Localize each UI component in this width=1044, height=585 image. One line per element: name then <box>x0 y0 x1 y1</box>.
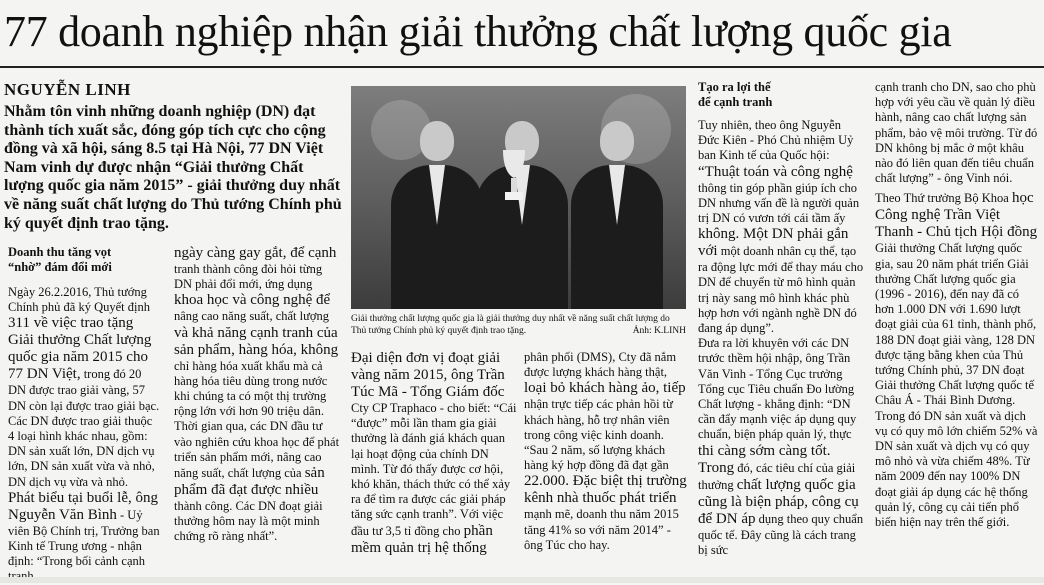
text-run: Theo Thứ trưởng Bộ Khoa <box>875 191 1009 206</box>
text-run: Tuy nhiên, theo ông Nguyễn Đức Kiên - Phó Chủ nhiệm Uỷ ban Kinh tế của Quốc hội: <box>698 118 854 163</box>
paragraph <box>524 350 690 553</box>
caption-text: Giải thưởng chất lượng quốc gia là giải thưởng duy nhất về năng suất chất lượng do Thủ tướng Chính phủ ký quyết định trao tặng. <box>351 314 670 336</box>
top-rule <box>0 66 1044 68</box>
text-run: sản phẩm đã đạt được nhiều <box>174 465 325 499</box>
text-run: Cty CP Traphaco - cho biết: “Cái “được” mỗi lần tham gia giải thưởng là đánh giá khách quan lại hoạt động của chính DN mình. Từ đó thấy được cơ hội, khó khăn, thách thức có thể xảy ra để tìm ra được các giải pháp tăng sức cạnh tranh”. Với việc đầu tư 3,5 tỉ đồng cho <box>351 401 517 538</box>
text-run: nâng cao năng suất, chất lượng <box>174 309 330 324</box>
text-run: không. Một DN phải gắn với <box>698 226 849 260</box>
text-run: đó, các tiêu chí của giải thưởng <box>698 460 856 492</box>
subheading: Tạo ra lợi thế <box>698 80 771 94</box>
paragraph <box>174 245 340 419</box>
text-run: Thời gian qua, các DN đầu tư vào nghiên cứu khoa học để phát triển sản phẩm mới, nâng cao năng suất, chất lượng của <box>174 419 340 481</box>
text-run: trong đó 20 DN được trao giải vàng, 57 DN còn lại được trao giải bạc. Các DN được trao giải thuộc 4 loại hình khác nhau, gồm: DN sản xuất lớn, DN dịch vụ lớn, DN sản xuất vừa và nhỏ, DN dịch vụ vừa và nhỏ. <box>8 367 160 489</box>
text-run: một doanh nhân cụ thể, tạo ra động lực mới để thay máu cho DN để chuyển từ mô hình quản trị này sang mô hình khác phù hợp hơn với ngành nghề DN đó đang áp dụng”. <box>698 244 864 336</box>
text-run: thi càng sớm càng tốt. Trong <box>698 442 831 476</box>
column-5 <box>698 80 864 558</box>
paragraph <box>174 419 340 544</box>
text-run: “Thuật toán và công nghệ <box>698 163 853 180</box>
subheading: “nhờ” đám đổi mới <box>8 260 112 274</box>
text-run: thông tin góp phần giúp ích cho DN nhưng vấn đề là người quản trị DN có vươn tới cái tầm ấy <box>698 180 860 226</box>
trophy-icon <box>497 148 531 206</box>
subheading: để cạnh tranh <box>698 95 773 109</box>
text-run: Giải thưởng Chất lượng quốc gia, sau 20 năm phát triển Giải thưởng Chất lượng quốc gia (1996 - 2016), đến nay đã có hơn 1.000 DN với 1.690 lượt đoạt giải của 61 tỉnh, thành phố, 188 DN đoạt giải vàng, 128 DN được tặng bằng khen của Thủ tướng Chính phủ, 37 DN đoạt Giải thưởng Chất lượng quốc tế Châu Á - Thái Bình Dương. Trong đó DN sản xuất và dịch vụ có quy mô lớn chiếm 52% và DN sản xuất và dịch vụ có quy mô nhỏ và vừa chiếm 48%. Từ năm 2009 đến nay 100% DN đoạt giải áp dụng các hệ thống quản lý, công cụ cải tiến phổ biến hiện nay trên thế giới. <box>875 241 1038 530</box>
paragraph <box>698 118 864 336</box>
author-byline: NGUYỄN LINH <box>4 80 131 99</box>
text-run: học Công nghệ Trần Việt Thanh - Chủ tịch Hội đồng <box>875 190 1038 241</box>
text-run: 22.000. Đặc biệt thị trường kênh nhà thuốc phát triển <box>524 473 687 507</box>
text-run: phân phối (DMS), Cty đã nắm được lượng khách hàng thật, <box>524 350 677 380</box>
paragraph <box>698 336 864 558</box>
text-run: 311 về việc trao tặng Giải thưởng Chất lượng quốc gia năm 2015 cho 77 DN Việt, <box>8 315 152 383</box>
column-6 <box>875 80 1039 530</box>
text-run: - Uỷ viên Bộ Chính trị, Trưởng ban Kinh tế Trung ương - nhận định: “Trong bối cảnh cạnh <box>8 507 160 569</box>
award-photo <box>351 86 686 309</box>
text-run: khoa học và công nghệ để <box>174 292 331 309</box>
text-run: phần mềm quản trị hệ thống <box>351 522 493 556</box>
subheading: Doanh thu tăng vọt <box>8 245 112 259</box>
photo-caption <box>351 313 686 337</box>
paragraph <box>8 490 160 585</box>
column-3 <box>351 350 517 557</box>
text-run: mạnh mẽ, doanh thu năm 2015 tăng 41% so với năm 2014” - ông Túc cho hay. <box>524 507 679 552</box>
column-1 <box>8 245 160 585</box>
text-run: loại bỏ khách hàng ảo, tiếp <box>524 380 686 397</box>
text-run: ngày càng gay gắt, để cạnh <box>174 245 337 261</box>
text-run: Phát biểu tại buổi lễ, ông Nguyễn Văn Bình <box>8 489 158 523</box>
text-run: Đưa ra lời khuyên với các DN trước thềm hội nhập, ông Trần Văn Vinh - Tổng Cục trưởng Tổng cục Tiêu chuẩn Đo lường Chất lượng - khẳng định: “DN cần đẩy mạnh việc áp dụng quy chuẩn, biện pháp quản lý, thực <box>698 336 857 442</box>
column-2 <box>174 245 340 545</box>
text-run: chất lượng quốc gia cũng là biện pháp, công cụ để DN áp <box>698 476 859 527</box>
text-run: Ngày 26.2.2016, Thủ tướng Chính phủ đã ký Quyết định <box>8 285 151 315</box>
photo-person-right <box>571 121 663 309</box>
lead-paragraph: Nhằm tôn vinh những doanh nghiệp (DN) đạt thành tích xuất sắc, đóng góp tích cực cho cộng đồng và xã hội, sáng 8.5 tại Hà Nội, 77 DN Việt Nam vinh dự được nhận “Giải thưởng Chất lượng quốc gia năm 2015” - giải thưởng duy nhất về năng suất chất lượng do Thủ tướng Chính phủ ký quyết định trao tặng. <box>4 103 342 232</box>
text-run: dụng theo quy chuẩn quốc tế. Đây cũng là cách trang bị sức <box>698 511 864 557</box>
text-run: Đại diện đơn vị đoạt giải vàng năm 2015, ông Trần Túc Mã - Tổng Giám đốc <box>351 350 505 400</box>
paragraph <box>875 190 1039 530</box>
text-run: và khả năng cạnh tranh của sản phẩm, hàng hóa, không <box>174 324 339 358</box>
headline: 77 doanh nghiệp nhận giải thưởng chất lượng quốc gia <box>4 7 952 56</box>
text-run: thành công. Các DN đoạt giải thưởng hôm nay là một minh chứng rõ ràng nhất”. <box>174 499 323 544</box>
text-run: nhận trực tiếp các phản hồi từ khách hàng, hỗ trợ nhân viên trong công việc kinh doanh. “Sau 2 năm, số lượng khách hàng ký hợp đồng đã đạt gần <box>524 397 673 473</box>
paragraph: cạnh tranh cho DN, sao cho phù hợp với yêu cầu về quản lý điều hành, nâng cao chất lượng sản phẩm, bảo vệ môi trường. Từ đó DN không bị mắc ở một khâu nào đó liên quan đến tiêu chuẩn chất lượng” - ông Vinh nói. <box>875 80 1038 186</box>
paragraph <box>8 285 160 490</box>
text-run: chỉ hàng hóa xuất khẩu mà cả hàng hóa tiêu dùng trong nước khi chúng ta có một thị trường rộng lớn với hơn 90 triệu dân. <box>174 358 328 419</box>
bottom-edge <box>0 577 1044 583</box>
column-4 <box>524 350 690 553</box>
photo-credit: Ảnh: K.LINH <box>632 326 686 336</box>
text-run: tranh thành công đòi hỏi từng DN phải đổi mới, ứng dụng <box>174 262 323 292</box>
photo-person-left <box>391 121 483 309</box>
paragraph <box>351 350 517 557</box>
